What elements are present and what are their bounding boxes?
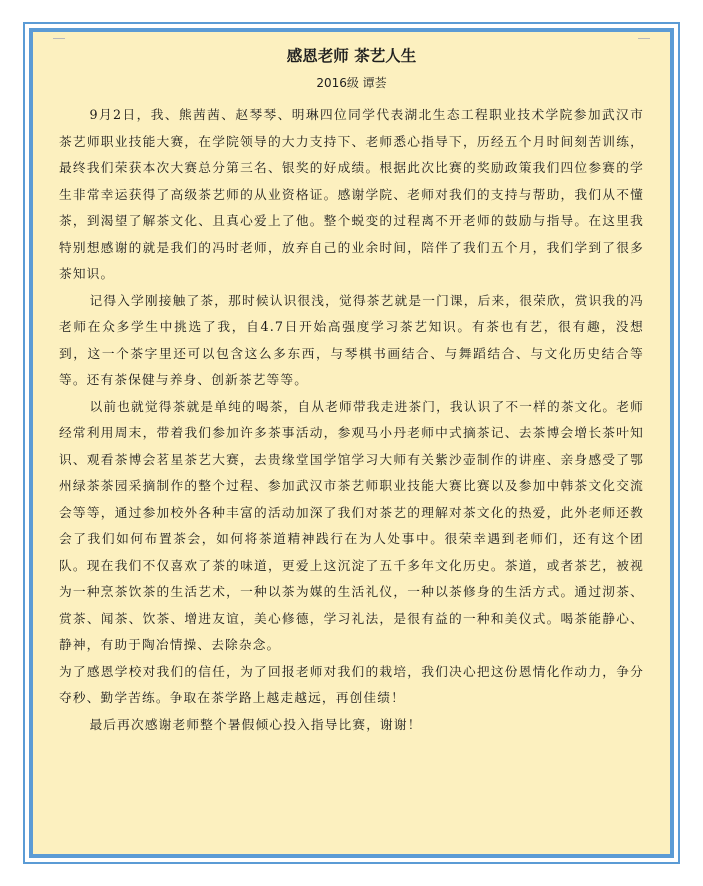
- page-outer-border: [23, 22, 680, 864]
- paragraph-4: 为了感恩学校对我们的信任，为了回报老师对我们的栽培，我们决心把这份恩情化作动力，争分夺秒、勤学苦练。争取在茶学路上越走越远，再创佳绩！: [59, 663, 644, 705]
- paragraph-2: 记得入学刚接触了茶，那时候认识很浅，觉得茶艺就是一门课，后来，很荣欣，赏识我的冯老师在众多学生中挑选了我，自4.7日开始高强度学习茶艺知识。有茶也有艺，很有趣，没想到，这一个茶字里还可以包含这么多东西，与琴棋书画结合、与舞蹈结合、与文化历史结合等等。还有茶保健与养身、创新茶艺等等。: [59, 292, 644, 387]
- paragraph-5: 最后再次感谢老师整个暑假倾心投入指导比赛，谢谢！: [89, 716, 422, 732]
- crop-mark-top-left: [53, 38, 65, 39]
- crop-mark-top-right: [638, 38, 650, 39]
- paragraph-1: 9月2日，我、熊茜茜、赵琴琴、明琳四位同学代表湖北生态工程职业技术学院参加武汉市茶艺师职业技能大赛，在学院领导的大力支持下、老师悉心指导下，历经五个月时间刻苦训练，最终我们荣获本次大赛总分第三名、银奖的好成绩。根据此次比赛的奖励政策我们四位参赛的学生非常幸运获得了高级茶艺师的从业资格证。感谢学院、老师对我们的支持与帮助，我们从不懂茶，到渴望了解茶文化、且真心爱上了他。整个蜕变的过程离不开老师的鼓励与指导。在这里我特别想感谢的就是我们的冯时老师，放弃自己的业余时间，陪伴了我们五个月，我们学到了很多茶知识。: [59, 107, 644, 281]
- document-body: [59, 42, 644, 738]
- document-author-line: 2016级 谭荟: [316, 76, 387, 90]
- document-title: 感恩老师 茶艺人生: [286, 47, 417, 65]
- paragraph-3: 以前也就觉得茶就是单纯的喝茶，自从老师带我走进茶门，我认识了不一样的茶文化。老师经常利用周末，带着我们参加许多茶事活动，参观马小丹老师中式摘茶记、去茶博会增长茶叶知识、观看茶博会茗星茶艺大赛，去贵缘堂国学馆学习大师有关紫沙壶制作的讲座、亲身感受了鄂州绿茶茶园采摘制作的整个过程、参加武汉市茶艺师职业技能大赛比赛以及参加中韩茶文化交流会等等，通过参加校外各种丰富的活动加深了我们对茶艺的理解对茶文化的热爱，此外老师还教会了我们如何布置茶会，如何将茶道精神践行在为人处事中。很荣幸遇到老师们，还有这个团队。现在我们不仅喜欢了茶的味道，更爱上这沉淀了五千多年文化历史。茶道，或者茶艺，被视为一种烹茶饮茶的生活艺术，一种以茶为媒的生活礼仪，一种以茶修身的生活方式。通过沏茶、赏茶、闻茶、饮茶、增进友谊，美心修德，学习礼法，是很有益的一种和美仪式。喝茶能静心、静神，有助于陶冶情操、去除杂念。: [59, 398, 644, 652]
- page-inner-border: [29, 28, 674, 858]
